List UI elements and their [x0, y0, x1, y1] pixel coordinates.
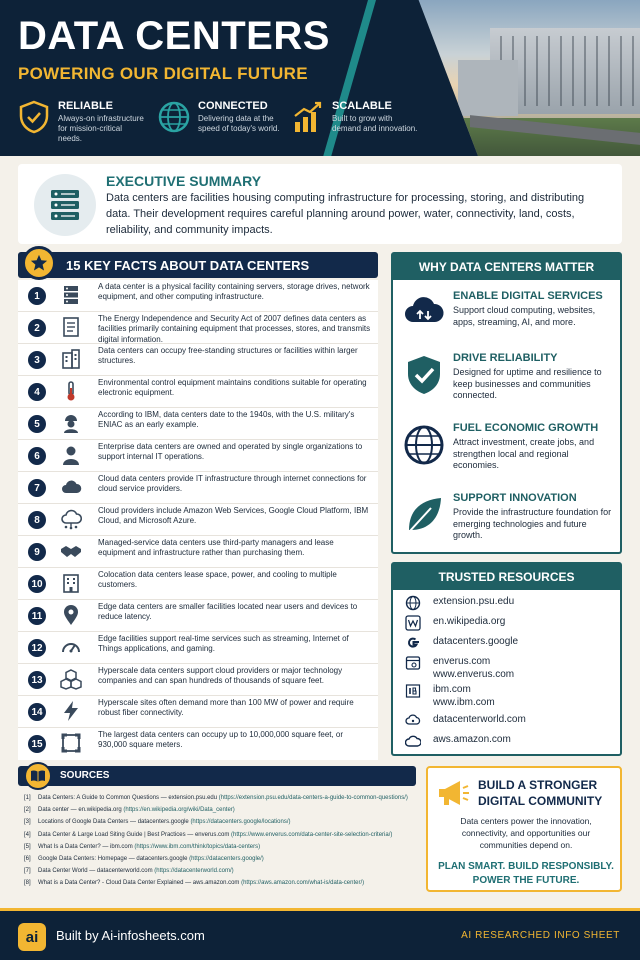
resource-link[interactable]: aws.amazon.com: [405, 733, 615, 749]
cta-title: BUILD A STRONGER DIGITAL COMMUNITY: [478, 778, 603, 808]
page-title: DATA CENTERS: [18, 14, 330, 58]
cubes-icon: [60, 668, 82, 690]
office-building-icon: [60, 572, 82, 594]
built-by-link[interactable]: Built by Ai-infosheets.com: [56, 928, 205, 943]
shield-check-icon: [18, 100, 50, 134]
globe-icon: [403, 424, 445, 466]
server-stack-icon: [34, 174, 96, 236]
ibm-icon: [405, 683, 421, 699]
cloud-upload-icon: [403, 292, 445, 334]
fact-item: 8 Cloud providers include Amazon Web Services, Google Cloud Platform, IBM Cloud, and Microsoft Azure.: [18, 504, 378, 536]
engineer-icon: [60, 412, 82, 434]
source-item[interactable]: [6] Google Data Centers: Homepage — datacenters.google (https://datacenters.google/): [24, 855, 264, 862]
cta-tagline: PLAN SMART. BUILD RESPONSIBLY. POWER THE FUTURE.: [438, 861, 614, 886]
fact-item: 9 Managed-service data centers use third-party managers and lease equipment and infrastructure rather than purchasing them.: [18, 536, 378, 568]
fact-item: 14 Hyperscale sites often demand more than 100 MW of power and require robust fiber connectivity.: [18, 696, 378, 728]
wikipedia-icon: [405, 615, 421, 631]
fact-item: 15 The largest data centers can occupy up to 10,000,000 square feet, or 930,000 square meters.: [18, 728, 378, 760]
resource-link[interactable]: extension.psu.edu: [405, 595, 615, 611]
user-icon: [60, 444, 82, 466]
source-item[interactable]: [2] Data center — en.wikipedia.org (https://en.wikipedia.org/wiki/Data_center): [24, 807, 235, 814]
lightning-icon: [60, 700, 82, 722]
document-icon: [60, 316, 82, 338]
fact-item: 4 Environmental control equipment maintains conditions suitable for operating electronic equipment.: [18, 376, 378, 408]
handshake-icon: [60, 540, 82, 562]
cta-text: Data centers power the innovation, connectivity, and opportunities our communities depend on.: [460, 816, 592, 850]
resource-link[interactable]: en.wikipedia.org: [405, 615, 615, 631]
resources-title: TRUSTED RESOURCES: [393, 564, 620, 590]
fact-item: 5 According to IBM, data centers date to the 1940s, with the U.S. military's ENIAC as an early example.: [18, 408, 378, 440]
shield-check-icon: [403, 354, 445, 396]
fact-item: 2 The Energy Independence and Security Act of 2007 defines data centers as facilities primarily containing equipment that processes, stores, and transmits digital information.: [18, 312, 378, 344]
location-pin-icon: [60, 604, 82, 626]
megaphone-icon: [436, 778, 470, 808]
why-title: WHY DATA CENTERS MATTER: [393, 254, 620, 280]
fact-item: 6 Enterprise data centers are owned and operated by single organizations to support internal IT operations.: [18, 440, 378, 472]
page-subtitle: POWERING OUR DIGITAL FUTURE: [18, 64, 308, 83]
highlight-reliable: RELIABLE Always-on infrastructure for mission-critical needs.: [18, 100, 148, 142]
fact-item: 12 Edge facilities support real-time services such as streaming, Internet of Things applications, and gaming.: [18, 632, 378, 664]
executive-summary: [18, 164, 622, 244]
trusted-resources: [391, 562, 622, 756]
source-item[interactable]: [4] Data Center & Large Load Siting Guide | Best Practices — enverus.com (https://www.enverus.com/data-center-site-selection-criteria/): [24, 831, 393, 838]
source-item[interactable]: [8] What is a Data Center? - Cloud Data Center Explained — aws.amazon.com (https://aws.amazon.com/what-is/data-center/): [24, 880, 365, 887]
header-banner: [0, 0, 640, 156]
exec-summary-text: Data centers are facilities housing computing infrastructure for processing, storing, and distributing data. Their development requires careful planning around power, water, connectivity, land, costs, reliability, and community impacts.: [106, 192, 585, 236]
highlight-connected: CONNECTED Delivering data at the speed of today's world.: [158, 100, 288, 142]
why-item-reliability: DRIVE RELIABILITY Designed for uptime and resilience to keep businesses and communities connected.: [399, 352, 614, 414]
source-item[interactable]: [7] Data Center World — datacenterworld.com (https://datacenterworld.com/): [24, 868, 234, 875]
ai-logo: ai: [18, 923, 46, 951]
leaf-icon: [403, 494, 445, 536]
area-square-icon: [60, 732, 82, 754]
why-item-economic-growth: FUEL ECONOMIC GROWTH Attract investment, create jobs, and strengthen local and regional economies.: [399, 422, 614, 484]
window-icon: [405, 655, 421, 671]
sources-list: [24, 792, 418, 890]
star-icon: [22, 246, 56, 280]
building-icon: [60, 348, 82, 370]
why-item-innovation: SUPPORT INNOVATION Provide the infrastructure foundation for emerging technologies and future growth.: [399, 492, 614, 554]
growth-chart-icon: [292, 100, 324, 134]
globe-icon: [158, 100, 190, 134]
globe-icon: [405, 595, 421, 611]
thermometer-icon: [60, 380, 82, 402]
cloud-network-icon: [60, 508, 82, 530]
highlight-scalable: SCALABLE Built to grow with demand and innovation.: [292, 100, 422, 142]
call-to-action: [426, 766, 622, 892]
google-icon: [405, 635, 421, 651]
cloud-icon: [60, 476, 82, 498]
fact-item: 3 Data centers can occupy free-standing structures or facilities within larger structures.: [18, 344, 378, 376]
resource-link[interactable]: ibm.com www.ibm.com: [405, 683, 615, 709]
speedometer-icon: [60, 636, 82, 658]
cloud-icon: [405, 733, 421, 749]
resource-link[interactable]: datacenterworld.com: [405, 713, 615, 729]
facts-list: [18, 280, 378, 760]
facts-title: 15 KEY FACTS ABOUT DATA CENTERS: [66, 258, 310, 273]
fact-item: 10 Colocation data centers lease space, power, and cooling to multiple customers.: [18, 568, 378, 600]
book-icon: [24, 762, 52, 790]
fact-item: 7 Cloud data centers provide IT infrastructure through internet connections for cloud service providers.: [18, 472, 378, 504]
server-rack-icon: [60, 284, 82, 306]
source-item[interactable]: [3] Locations of Google Data Centers — datacenters.google (https://datacenters.google/locations/): [24, 819, 291, 826]
footer: [0, 908, 640, 960]
fact-item: 1 A data center is a physical facility containing servers, storage drives, network equipment, and other computing infrastructure.: [18, 280, 378, 312]
resource-link[interactable]: datacenters.google: [405, 635, 615, 651]
why-item-digital-services: ENABLE DIGITAL SERVICES Support cloud computing, websites, apps, streaming, AI, and more.: [399, 290, 614, 352]
why-panel: [391, 252, 622, 554]
cloud-network-icon: [405, 713, 421, 729]
exec-summary-title: EXECUTIVE SUMMARY: [106, 173, 262, 189]
sources-title: SOURCES: [60, 770, 110, 781]
resource-link[interactable]: enverus.com www.enverus.com: [405, 655, 615, 681]
footer-tag: AI RESEARCHED INFO SHEET: [461, 930, 620, 941]
fact-item: 13 Hyperscale data centers support cloud providers or major technology companies and can span hundreds of thousands of square feet.: [18, 664, 378, 696]
source-item[interactable]: [1] Data Centers: A Guide to Common Questions — extension.psu.edu (https://extension.psu.edu/data-centers-a-guide-to-common-questions/): [24, 795, 408, 801]
fact-item: 11 Edge data centers are smaller facilities located near users and devices to reduce latency.: [18, 600, 378, 632]
source-item[interactable]: [5] What Is a Data Center? — ibm.com (https://www.ibm.com/think/topics/data-centers): [24, 843, 261, 850]
